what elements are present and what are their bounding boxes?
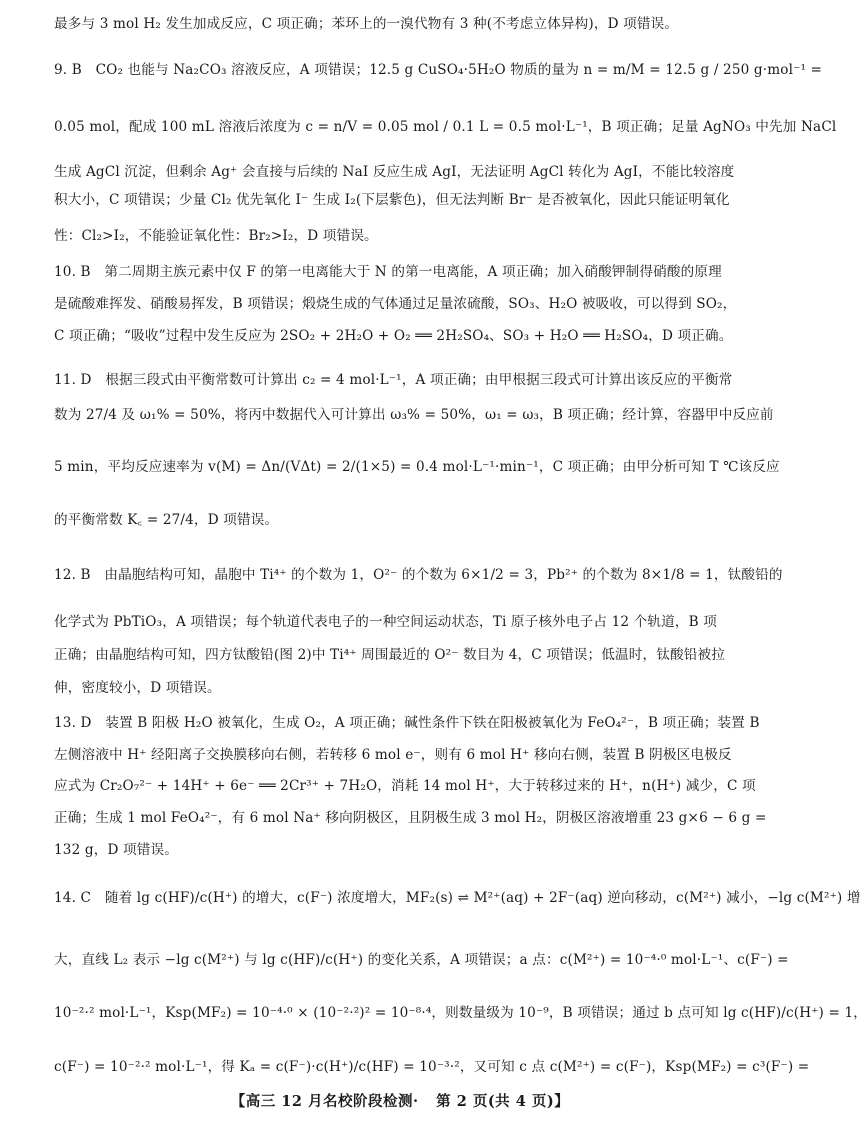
text-line: c(F⁻) = 10⁻²·² mol·L⁻¹，得 Kₐ = c(F⁻)·c(H⁺)/c(HF) = 10⁻³·²，又可知 c 点 c(M²⁺) = c(F⁻)，Ksp(MF₂) = c³(F⁻) = <box>54 1059 810 1075</box>
text-line: 正确；由晶胞结构可知，四方钛酸铅(图 2)中 Ti⁴⁺ 周围最近的 O²⁻ 数目为 4，C 项错误；低温时，钛酸铅被拉 <box>54 647 725 663</box>
text-line: 化学式为 PbTiO₃，A 项错误；每个轨道代表电子的一种空间运动状态，Ti 原子核外电子占 12 个轨道，B 项 <box>54 614 718 630</box>
text-line: 13. D 装置 B 阳极 H₂O 被氧化，生成 O₂，A 项正确；碱性条件下铁在阳极被氧化为 FeO₄²⁻，B 项正确；装置 B <box>54 715 760 731</box>
text-line: 伸，密度较小，D 项错误。 <box>54 680 221 696</box>
text-line: 应式为 Cr₂O₇²⁻ + 14H⁺ + 6e⁻ ══ 2Cr³⁺ + 7H₂O，消耗 14 mol H⁺，大于转移过来的 H⁺，n(H⁺) 减少，C 项 <box>54 778 756 794</box>
text-line: 11. D 根据三段式由平衡常数可计算出 c₂ = 4 mol·L⁻¹，A 项正确；由甲根据三段式可计算出该反应的平衡常 <box>54 372 733 388</box>
text-line: 积大小，C 项错误；少量 Cl₂ 优先氧化 I⁻ 生成 I₂(下层紫色)，但无法判断 Br⁻ 是否被氧化，因此只能证明氧化 <box>54 192 730 208</box>
footer-page-number: 第 2 页(共 4 页)】 <box>436 1093 570 1110</box>
text-line: 132 g，D 项错误。 <box>54 842 178 858</box>
footer-exam-title: 【高三 12 月名校阶段检测· <box>230 1093 419 1110</box>
text-line: 生成 AgCl 沉淀，但剩余 Ag⁺ 会直接与后续的 NaI 反应生成 AgI，无法证明 AgCl 转化为 AgI，不能比较溶度 <box>54 164 735 180</box>
text-line: 0.05 mol，配成 100 mL 溶液后浓度为 c = n/V = 0.05 mol / 0.1 L = 0.5 mol·L⁻¹，B 项正确；足量 AgNO₃ 中先加 NaCl <box>54 119 837 135</box>
text-line: 是硫酸难挥发、硝酸易挥发，B 项错误；煅烧生成的气体通过足量浓硫酸，SO₃、H₂O 被吸收，可以得到 SO₂， <box>54 296 737 312</box>
text-line: 12. B 由晶胞结构可知，晶胞中 Ti⁴⁺ 的个数为 1，O²⁻ 的个数为 6×1/2 = 3，Pb²⁺ 的个数为 8×1/8 = 1，钛酸铅的 <box>54 567 783 583</box>
text-line: 5 min，平均反应速率为 v(M) = Δn/(VΔt) = 2/(1×5) = 0.4 mol·L⁻¹·min⁻¹，C 项正确；由甲分析可知 T ℃该反应 <box>54 459 780 475</box>
text-line: 大，直线 L₂ 表示 −lg c(M²⁺) 与 lg c(HF)/c(H⁺) 的变化关系，A 项错误；a 点：c(M²⁺) = 10⁻⁴·⁰ mol·L⁻¹、c(F⁻) = <box>54 952 789 968</box>
page-footer <box>0 1090 800 1111</box>
text-line: 左侧溶液中 H⁺ 经阳离子交换膜移向右侧，若转移 6 mol e⁻，则有 6 mol H⁺ 移向右侧，装置 B 阴极区电极反 <box>54 747 732 763</box>
text-line: 数为 27/4 及 ω₁% = 50%，将丙中数据代入可计算出 ω₃% = 50%，ω₁ = ω₃，B 项正确；经计算，容器甲中反应前 <box>54 407 774 423</box>
text-line: 10⁻²·² mol·L⁻¹，Ksp(MF₂) = 10⁻⁴·⁰ × (10⁻²·²)² = 10⁻⁸·⁴，则数量级为 10⁻⁹，B 项错误；通过 b 点可知 lg c(HF)/c(H⁺) = 1， <box>54 1005 867 1021</box>
text-line: 最多与 3 mol H₂ 发生加成反应，C 项正确；苯环上的一溴代物有 3 种(不考虑立体异构)，D 项错误。 <box>54 16 679 32</box>
text-line: 性：Cl₂>I₂，不能验证氧化性：Br₂>I₂，D 项错误。 <box>54 228 378 244</box>
text-line: 正确；生成 1 mol FeO₄²⁻，有 6 mol Na⁺ 移向阴极区，且阴极生成 3 mol H₂，阴极区溶液增重 23 g×6 − 6 g = <box>54 810 767 826</box>
text-line: C 项正确；“吸收”过程中发生反应为 2SO₂ + 2H₂O + O₂ ══ 2H₂SO₄、SO₃ + H₂O ══ H₂SO₄，D 项正确。 <box>54 328 733 344</box>
text-line: 的平衡常数 K꜀ = 27/4，D 项错误。 <box>54 512 279 528</box>
text-line: 14. C 随着 lg c(HF)/c(H⁺) 的增大，c(F⁻) 浓度增大，MF₂(s) ⇌ M²⁺(aq) + 2F⁻(aq) 逆向移动，c(M²⁺) 减小，−lg c(M²⁺) 增 <box>54 890 861 906</box>
text-line: 9. B CO₂ 也能与 Na₂CO₃ 溶液反应，A 项错误；12.5 g CuSO₄·5H₂O 物质的量为 n = m/M = 12.5 g / 250 g·mol⁻¹ = <box>54 62 823 78</box>
text-line: 10. B 第二周期主族元素中仅 F 的第一电离能大于 N 的第一电离能，A 项正确；加入硝酸钾制得硝酸的原理 <box>54 264 722 280</box>
